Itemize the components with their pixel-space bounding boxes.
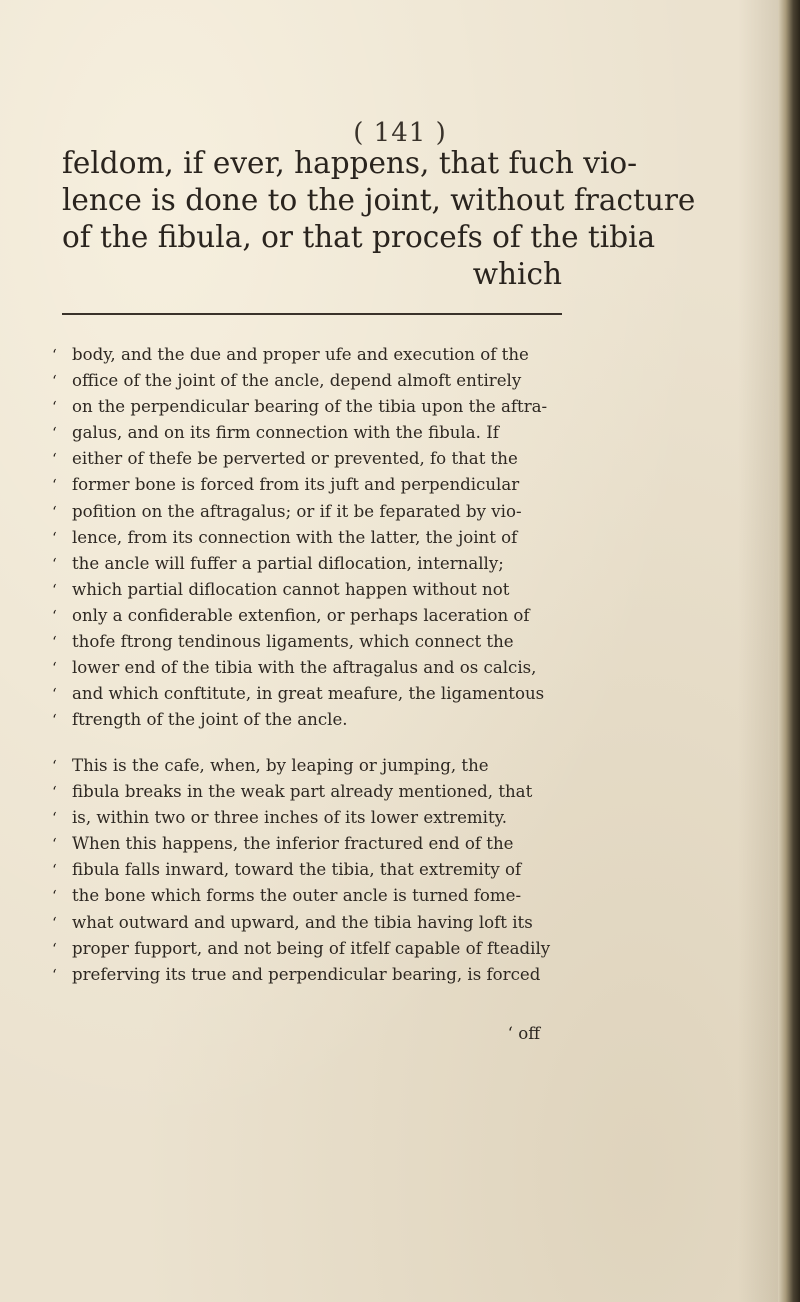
quote-line	[52, 525, 567, 551]
section-rule	[62, 313, 562, 315]
quote-text: the ancle will fuffer a partial diflocation, internally;	[72, 553, 504, 573]
quote-line	[52, 446, 567, 472]
quote-text: galus, and on its firm connection with the fibula. If	[72, 423, 499, 443]
quote-text: fibula falls inward, toward the tibia, that extremity of	[72, 860, 522, 880]
quote-line	[52, 629, 567, 655]
quote-line	[52, 962, 567, 988]
quote-mark: ‘	[52, 398, 57, 417]
final-catchword: ‘ off	[507, 1024, 540, 1043]
quote-text: pofition on the aftragalus; or if it be feparated by vio-	[72, 501, 522, 521]
quote-text: only a confiderable extenfion, or perhaps laceration of	[72, 605, 530, 625]
quote-mark: ‘	[52, 887, 57, 906]
quote-mark: ‘	[52, 809, 57, 828]
quote-line	[52, 707, 567, 733]
quote-mark: ‘	[52, 633, 57, 652]
quote-text: ftrength of the joint of the ancle.	[72, 710, 348, 730]
quote-mark: ‘	[52, 372, 57, 391]
quote-mark: ‘	[52, 711, 57, 730]
quote-mark: ‘	[52, 424, 57, 443]
quote-text: former bone is forced from its juft and perpendicular	[72, 475, 520, 495]
quote-line	[52, 499, 567, 525]
quote-text: This is the cafe, when, by leaping or jumping, the	[72, 756, 489, 775]
quote-text: When this happens, the inferior fractured end of the	[72, 834, 514, 854]
quote-mark: ‘	[52, 685, 57, 704]
main-line: of the fibula, or that procefs of the tibia	[62, 220, 656, 254]
gutter-shadow	[738, 0, 778, 1302]
quote-line	[52, 681, 567, 707]
main-line: lence is done to the joint, without fracture	[62, 183, 696, 217]
quote-text: lower end of the tibia with the aftragalus and os calcis,	[72, 658, 537, 678]
quote-text: on the perpendicular bearing of the tibia upon the aftra-	[72, 397, 548, 417]
quote-mark: ‘	[52, 835, 57, 854]
quote-line	[52, 779, 567, 805]
quote-line	[52, 394, 567, 420]
quote-text: is, within two or three inches of its lower extremity.	[72, 808, 508, 828]
quote-line	[52, 753, 567, 779]
quote-line	[52, 910, 567, 936]
quote-mark: ‘	[52, 528, 57, 547]
quote-line	[52, 342, 567, 368]
quote-mark: ‘	[52, 606, 57, 625]
quote-mark: ‘	[52, 939, 57, 958]
quote-mark: ‘	[52, 502, 57, 521]
quote-mark: ‘	[52, 580, 57, 599]
quote-mark: ‘	[52, 913, 57, 932]
quote-mark: ‘	[52, 861, 57, 880]
quote-text: and which conftitute, in great meafure, the ligamentous	[72, 684, 545, 704]
quote-line	[52, 472, 567, 498]
quote-text: office of the joint of the ancle, depend almoft entirely	[72, 371, 522, 391]
quote-line	[52, 368, 567, 394]
quote-mark: ‘	[52, 554, 57, 573]
quote-text: either of thefe be perverted or prevented, fo that the	[72, 449, 518, 469]
book-gutter	[778, 0, 800, 1302]
quote-text: what outward and upward, and the tibia having loft its	[72, 912, 533, 932]
main-line: feldom, if ever, happens, that fuch vio-	[62, 146, 638, 180]
quote-mark: ‘	[52, 965, 57, 984]
quote-mark: ‘	[52, 757, 57, 775]
quote-line	[52, 857, 567, 883]
quote-line	[52, 551, 567, 577]
quote-text: the bone which forms the outer ancle is turned fome-	[72, 886, 522, 906]
quote-text: fibula breaks in the weak part already mentioned, that	[72, 782, 533, 802]
main-catchword: which	[472, 257, 562, 291]
quoted-paragraph-1	[52, 342, 567, 733]
page-number: ( 141 )	[353, 118, 447, 148]
quote-mark: ‘	[52, 450, 57, 469]
quote-text: body, and the due and proper ufe and execution of the	[72, 345, 529, 364]
quote-line	[52, 655, 567, 681]
quote-line	[52, 603, 567, 629]
quote-mark: ‘	[52, 476, 57, 495]
quote-text: preferving its true and perpendicular bearing, is forced	[72, 964, 541, 984]
quoted-paragraph-2	[52, 753, 567, 988]
quote-line	[52, 831, 567, 857]
quote-line	[52, 420, 567, 446]
quote-text: lence, from its connection with the latter, the joint of	[72, 527, 518, 547]
quote-text: which partial diflocation cannot happen without not	[72, 579, 510, 599]
quote-text: proper fupport, and not being of itfelf capable of fteadily	[72, 938, 551, 958]
main-text	[62, 145, 696, 256]
quote-line	[52, 936, 567, 962]
quote-mark: ‘	[52, 659, 57, 678]
quote-line	[52, 805, 567, 831]
quote-text: thofe ftrong tendinous ligaments, which connect the	[72, 632, 514, 652]
quote-mark: ‘	[52, 346, 57, 364]
quote-line	[52, 883, 567, 909]
quote-line	[52, 577, 567, 603]
quote-mark: ‘	[52, 783, 57, 802]
